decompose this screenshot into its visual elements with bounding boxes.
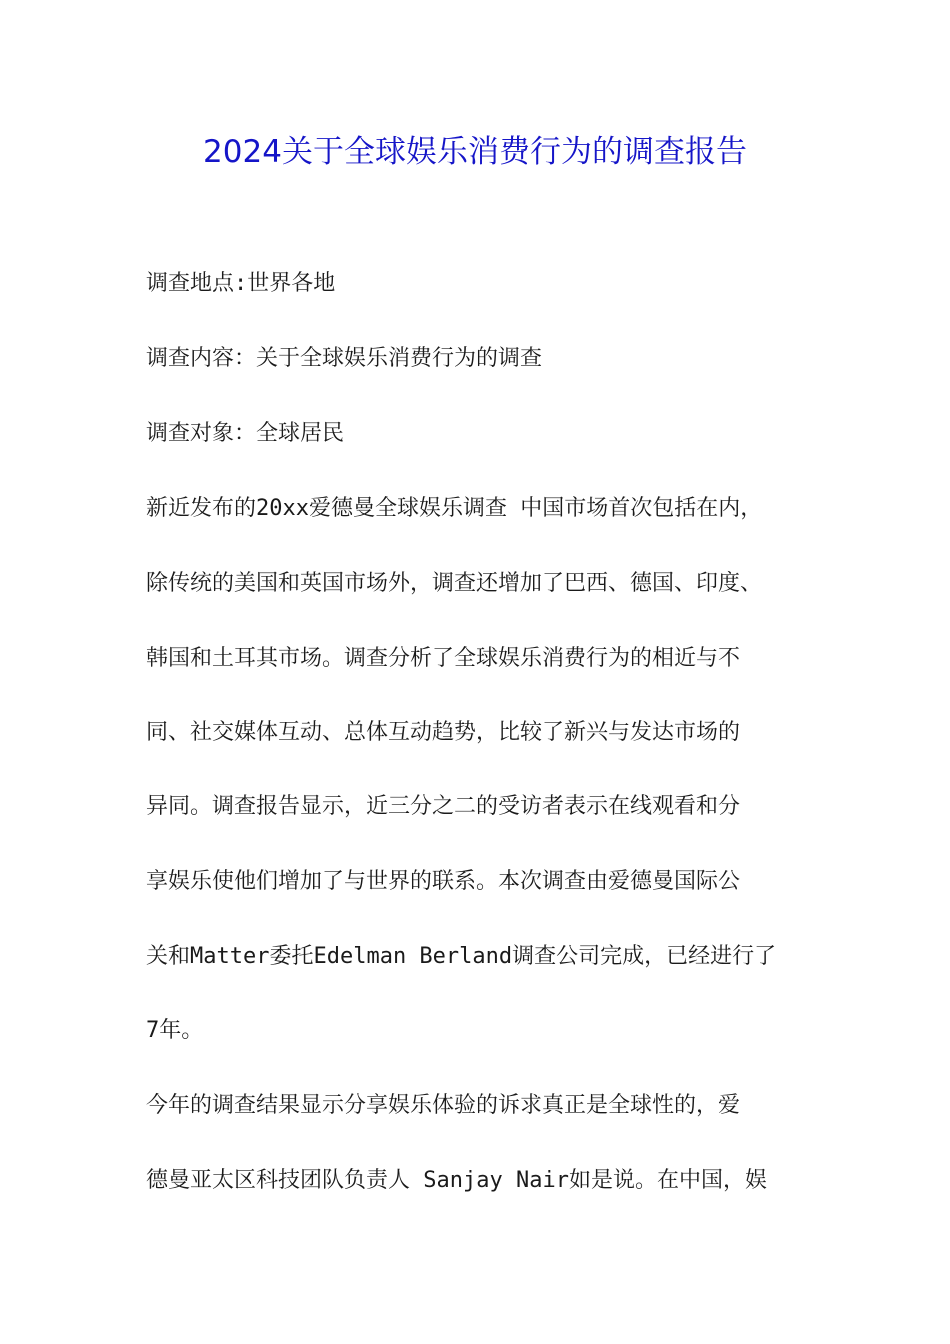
meta-content: 调查内容：关于全球娱乐消费行为的调查: [146, 346, 543, 371]
paragraph-line: 同、社交媒体互动、总体互动趋势，比较了新兴与发达市场的: [146, 720, 741, 745]
paragraph-line: 享娱乐使他们增加了与世界的联系。本次调查由爱德曼国际公: [146, 869, 741, 894]
meta-subject: 调查对象：全球居民: [146, 421, 345, 446]
meta-location: 调查地点:世界各地: [146, 271, 336, 296]
paragraph-line: 德曼亚太区科技团队负责人 Sanjay Nair如是说。在中国，娱: [146, 1168, 767, 1193]
paragraph-line: 关和Matter委托Edelman Berland调查公司完成，已经进行了: [146, 944, 777, 969]
paragraph-line: 今年的调查结果显示分享娱乐体验的诉求真正是全球性的，爱: [146, 1093, 741, 1118]
paragraph-line: 韩国和土耳其市场。调查分析了全球娱乐消费行为的相近与不: [146, 646, 741, 671]
paragraph-line: 新近发布的20xx爱德曼全球娱乐调查 中国市场首次包括在内，: [146, 496, 763, 521]
paragraph-line: 除传统的美国和英国市场外，调查还增加了巴西、德国、印度、: [146, 571, 763, 596]
document-title: 2024关于全球娱乐消费行为的调查报告: [203, 134, 747, 170]
paragraph-line: 7年。: [146, 1018, 204, 1043]
paragraph-line: 异同。调查报告显示，近三分之二的受访者表示在线观看和分: [146, 794, 741, 819]
